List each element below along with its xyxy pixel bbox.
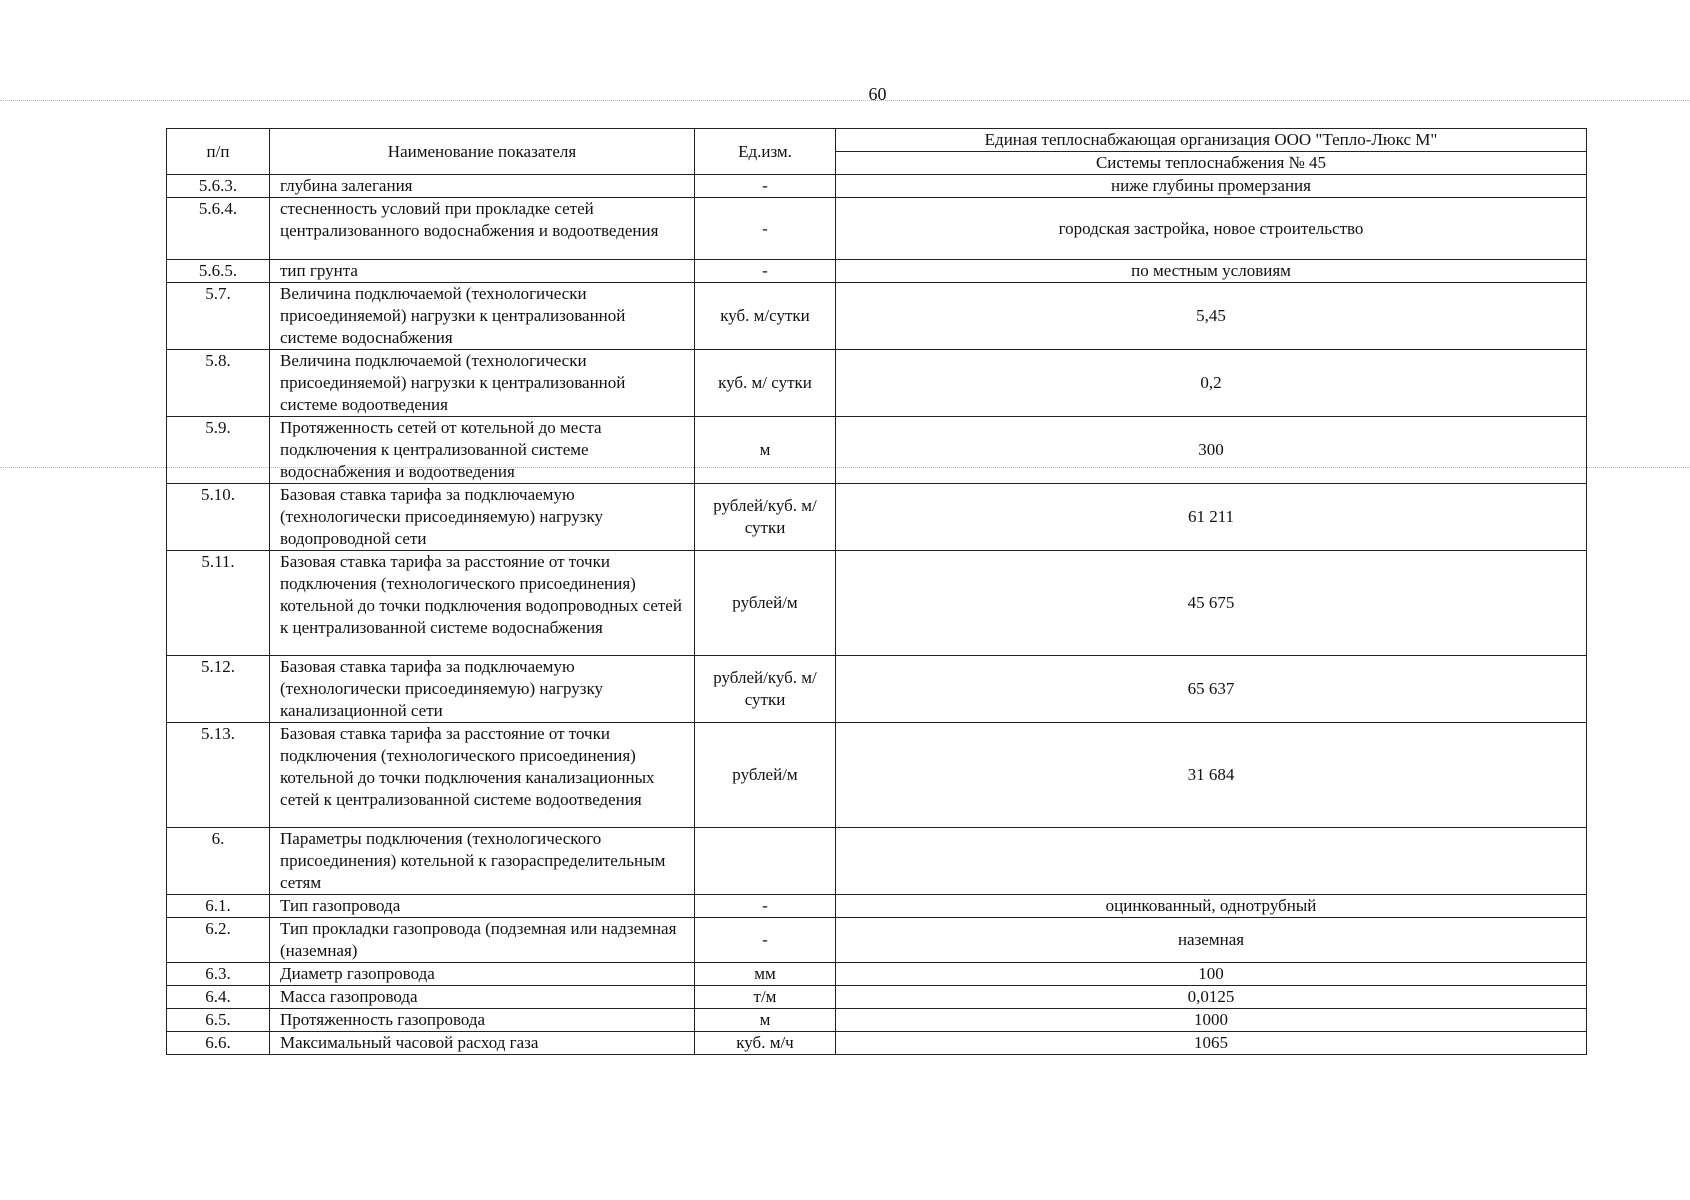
row-indicator-name: Величина подключаемой (технологически присоединяемой) нагрузки к централизованной системе водоотведения: [270, 350, 695, 417]
row-unit: [695, 828, 836, 895]
row-unit: м: [695, 417, 836, 484]
row-indicator-name: Максимальный часовой расход газа: [270, 1032, 695, 1055]
row-value: 300: [836, 417, 1587, 484]
row-number: 6.5.: [167, 1009, 270, 1032]
row-unit: -: [695, 918, 836, 963]
row-value: 65 637: [836, 656, 1587, 723]
row-value: 0,0125: [836, 986, 1587, 1009]
row-unit: т/м: [695, 986, 836, 1009]
row-unit: рублей/куб. м/сутки: [695, 656, 836, 723]
page-number: 60: [868, 84, 887, 104]
row-number: 5.13.: [167, 723, 270, 828]
row-unit: -: [695, 175, 836, 198]
scan-artifact-line: [0, 100, 1690, 101]
table-row: [167, 963, 1587, 986]
row-number: 5.6.5.: [167, 260, 270, 283]
row-indicator-name: Параметры подключения (технологического присоединения) котельной к газораспределительным сетям: [270, 828, 695, 895]
row-indicator-name: стесненность условий при прокладке сетей централизованного водоснабжения и водоотведения: [270, 198, 695, 260]
row-value: 0,2: [836, 350, 1587, 417]
row-value: оцинкованный, однотрубный: [836, 895, 1587, 918]
row-unit: рублей/м: [695, 723, 836, 828]
row-number: 5.8.: [167, 350, 270, 417]
row-unit: м: [695, 1009, 836, 1032]
row-value: [836, 828, 1587, 895]
row-value: по местным условиям: [836, 260, 1587, 283]
table-row: [167, 986, 1587, 1009]
row-indicator-name: Тип прокладки газопровода (подземная или надземная (наземная): [270, 918, 695, 963]
row-number: 6.1.: [167, 895, 270, 918]
table-row: [167, 484, 1587, 551]
table-row: [167, 198, 1587, 260]
row-value: городская застройка, новое строительство: [836, 198, 1587, 260]
row-value: 61 211: [836, 484, 1587, 551]
row-number: 5.7.: [167, 283, 270, 350]
table-row: [167, 551, 1587, 656]
row-unit: -: [695, 895, 836, 918]
row-unit: куб. м/ч: [695, 1032, 836, 1055]
table-row: [167, 260, 1587, 283]
row-unit: мм: [695, 963, 836, 986]
row-unit: куб. м/ сутки: [695, 350, 836, 417]
table-row: [167, 417, 1587, 484]
table-row: [167, 723, 1587, 828]
row-number: 5.9.: [167, 417, 270, 484]
header-num: п/п: [167, 129, 270, 175]
row-number: 5.12.: [167, 656, 270, 723]
row-indicator-name: Базовая ставка тарифа за подключаемую (технологически присоединяемую) нагрузку канализационной сети: [270, 656, 695, 723]
row-indicator-name: глубина залегания: [270, 175, 695, 198]
row-value: наземная: [836, 918, 1587, 963]
row-indicator-name: Протяженность сетей от котельной до места подключения к централизованной системе водоснабжения и водоотведения: [270, 417, 695, 484]
header-system: Системы теплоснабжения № 45: [836, 152, 1587, 175]
row-indicator-name: Базовая ставка тарифа за подключаемую (технологически присоединяемую) нагрузку водопроводной сети: [270, 484, 695, 551]
row-unit: -: [695, 198, 836, 260]
row-indicator-name: Базовая ставка тарифа за расстояние от точки подключения (технологического присоединения) котельной до точки подключения канализационных сетей к централизованной системе водоотведения: [270, 723, 695, 828]
row-unit: куб. м/сутки: [695, 283, 836, 350]
header-name: Наименование показателя: [270, 129, 695, 175]
row-number: 5.6.4.: [167, 198, 270, 260]
row-value: ниже глубины промерзания: [836, 175, 1587, 198]
row-value: 31 684: [836, 723, 1587, 828]
row-number: 6.2.: [167, 918, 270, 963]
table-row: [167, 895, 1587, 918]
row-unit: рублей/м: [695, 551, 836, 656]
table-row: [167, 656, 1587, 723]
row-number: 6.6.: [167, 1032, 270, 1055]
table-row: [167, 350, 1587, 417]
row-value: 5,45: [836, 283, 1587, 350]
row-number: 6.: [167, 828, 270, 895]
row-number: 5.6.3.: [167, 175, 270, 198]
row-number: 5.10.: [167, 484, 270, 551]
table-row: [167, 828, 1587, 895]
row-indicator-name: Тип газопровода: [270, 895, 695, 918]
row-unit: рублей/куб. м/сутки: [695, 484, 836, 551]
indicators-table: [166, 128, 1587, 1055]
row-indicator-name: тип грунта: [270, 260, 695, 283]
row-indicator-name: Базовая ставка тарифа за расстояние от точки подключения (технологического присоединения) котельной до точки подключения водопроводных сетей к централизованной системе водоснабжения: [270, 551, 695, 656]
row-indicator-name: Величина подключаемой (технологически присоединяемой) нагрузки к централизованной системе водоснабжения: [270, 283, 695, 350]
table-row: [167, 1009, 1587, 1032]
row-unit: -: [695, 260, 836, 283]
table-row: [167, 175, 1587, 198]
table-row: [167, 283, 1587, 350]
row-number: 6.3.: [167, 963, 270, 986]
row-number: 6.4.: [167, 986, 270, 1009]
row-value: 1065: [836, 1032, 1587, 1055]
row-value: 1000: [836, 1009, 1587, 1032]
row-value: 45 675: [836, 551, 1587, 656]
header-organization: Единая теплоснабжающая организация ООО "Тепло-Люкс М": [836, 129, 1587, 152]
table-row: [167, 1032, 1587, 1055]
row-indicator-name: Масса газопровода: [270, 986, 695, 1009]
row-indicator-name: Диаметр газопровода: [270, 963, 695, 986]
row-indicator-name: Протяженность газопровода: [270, 1009, 695, 1032]
row-number: 5.11.: [167, 551, 270, 656]
header-unit: Ед.изм.: [695, 129, 836, 175]
row-value: 100: [836, 963, 1587, 986]
table-row: [167, 918, 1587, 963]
